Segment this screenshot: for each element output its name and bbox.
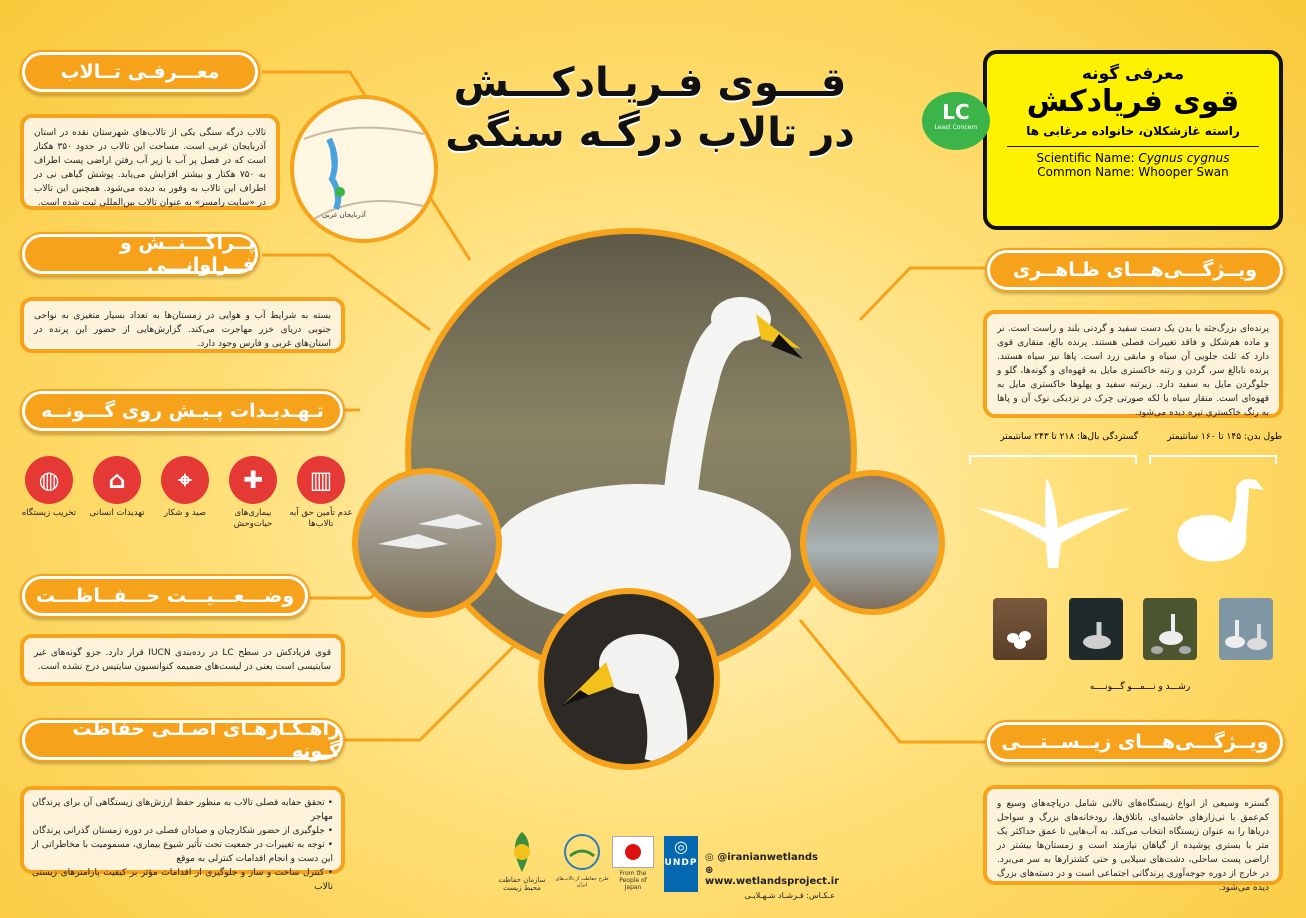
doe-logo — [492, 830, 552, 892]
wetland-project-logo — [553, 830, 611, 888]
growth-thumb-cygnet — [1069, 598, 1123, 660]
map-label: آذربایجان غربی — [322, 211, 366, 219]
length-label: طول بدن: ۱۴۵ تا ۱۶۰ سانتیمتر — [1167, 432, 1282, 442]
appearance-text: پرنده‌ای بزرگ‌جثه با بدن یک دست سفید و گردنی بلند و راست است. نر و ماده هم‌شکل و فاقد تغییرات فصلی هستند. پرنده بالغ، منقاری قوی دارد که ثلث جلویی آن سیاه و مابقی زرد است. پاها نیز سیاه هستند. پرنده نابالغ سر، گردن و رتنه خاکستری مایل به قهوه‌ای و گونه‌ها، گلو و جلوگردن مایل به سفید دارد. زیرتنه سفید و پهلوها خاکستری مایل به قهوه‌ای است. منقار سیاه با لکه صورتی چرک در نزدیکی نوک آن و پاها به رنگ خاکستری تیره دیده می‌شود. — [983, 310, 1283, 418]
threat-habitat: ◍ تخریب زیستگاه — [16, 456, 82, 519]
globe-thermometer-icon: ◍ — [25, 456, 73, 504]
photo-credit: عـکـاس: فـرشـاد شـهـلایـی — [744, 891, 835, 900]
ecology-title: ویــژگـــی‌هـــای زیــســتـــی — [985, 720, 1285, 764]
doe-caption: سازمان حفاظت محیط زیست — [498, 876, 546, 892]
strategy-item: • کنترل ساخت و ساز و جلوگیری از اقدامات مؤثر بر کیفیت پارامترهای زیستی تالاب — [32, 868, 334, 892]
website-link[interactable]: ⊕ www.wetlandsproject.ir — [705, 865, 840, 887]
strategy-item: • جلوگیری از حضور شکارچیان و صیادان فصلی در دوره زمستان گذرانی پرندگان — [32, 826, 333, 836]
title-line-1: قـــوی فـریـادکـــش — [453, 60, 847, 106]
wingspan-label: گستردگی بال‌ها: ۲۱۸ تا ۲۴۳ سانتیمتر — [1000, 432, 1138, 442]
un-emblem-icon: ◎ — [674, 837, 688, 856]
hunter-icon: ⌖ — [161, 456, 209, 504]
wetland-map — [290, 95, 438, 243]
wetland-emblem-icon — [562, 830, 602, 874]
japan-logo — [610, 836, 656, 891]
flying-swans-illustration — [358, 474, 498, 614]
distribution-title: پــراکـــنــش و فــراوانـــی — [20, 232, 260, 276]
japan-flag-icon — [625, 844, 641, 860]
wetland-caption: طرح حفاظت از تالاب‌های ایران — [555, 876, 609, 888]
ecology-text: گستره وسیعی از انواع زیستگاه‌های تالابی شامل دریاچه‌های وسیع و کم‌عمق با نی‌زارهای حاشیه‌ای، باتلاق‌ها، رودخانه‌های بزرگ و سواحل دریاها را به عنوان زیستگاه انتخاب می‌کند. به آب‌هایی تا عمق حداکثر یک متر با بستری پوشیده از گیاهان نیازمند است و زمستان‌ها بیشتر در اراضی پست ساحلی، دشت‌های سیلابی و حتی کشتزارها به سر می‌برد. در خارج از دوره جوجه‌آوری پرندگانی اجتماعی است و در دسته‌های بزرگ دیده می‌شود. — [983, 785, 1283, 885]
main-title — [440, 58, 860, 158]
growth-thumb-nest — [993, 598, 1047, 660]
wetland-photo — [800, 470, 945, 615]
undp-logo: ◎ UNDP — [664, 836, 698, 892]
conservation-text: قوی فریادکش در سطح LC در رده‌بندی IUCN قرار دارد. جزو گونه‌های غیر سایتیسی است یعنی در لیست‌های ضمیمه کنوانسیون سایتیس درج نشده است. — [20, 634, 345, 686]
common-name: Common Name: Whooper Swan — [1037, 165, 1229, 179]
species-card — [983, 50, 1283, 230]
title-line-2: در تالاب درگـه سنگی — [445, 110, 855, 156]
growth-label: رشـــد و نـــمـــو گـــونــــه — [1089, 682, 1191, 692]
threats-title: تـهـدیـدات پـیـش روی گـــونــه — [20, 389, 345, 433]
building-icon: ⌂ — [93, 456, 141, 504]
growth-thumb-family — [1143, 598, 1197, 660]
japan-caption: From the People of Japan — [619, 870, 647, 891]
strategy-item: • توجه به تغییرات در جمعیت تحت تأثیر شیوع بیماری، مسمومیت با مخاطراتی از این دست و انجام اقدامات کنترلی به موقع — [32, 840, 334, 864]
swan-head-illustration — [544, 594, 714, 764]
distribution-text: بسته به شرایط آب و هوایی در زمستان‌ها به تعداد بسیار متغیری به نواحی جنوبی دریای خزر مهاجرت می‌کند. گزارش‌هایی از حضور این پرنده در استان‌های غربی و فارس وجود دارد. — [20, 297, 345, 353]
medical-cross-icon: ✚ — [229, 456, 277, 504]
species-card-heading: معرفی گونه — [1081, 64, 1185, 84]
intro-title: معـــرفـی تــالاب — [20, 50, 260, 94]
threat-disease: ✚ بیماری‌های حیات‌وحش — [220, 456, 286, 530]
appearance-title: ویــژگـــی‌هـــای ظـاهــری — [985, 248, 1285, 292]
flying-swans-photo — [352, 468, 502, 618]
intro-text: تالاب درگه سنگی یکی از تالاب‌های شهرستان نقده در استان آذربایجان غربی است. مساحت این تالاب در حدود ۳۵۰ هکتار است که در فصل پر آب با زیر آب رفتن اراضی پست اطراف به ۷۵۰ هکتار و بیشتر افزایش می‌یابد. پوشش گیاهی نی در اطراف این تالاب به وفور به دیده می‌شود. همچنین این تالاب در «سایت رامسر» به عنوان تالاب بین‌المللی ثبت شده است. — [20, 114, 280, 210]
strategy-item: • تحقق حفابه فصلی تالاب به منظور حفظ ارزش‌های زیستگاهی آن برای پرندگان مهاجر — [32, 798, 333, 822]
footer-contact — [705, 852, 840, 900]
scientific-name: Scientific Name: Cygnus cygnus — [1036, 151, 1230, 165]
species-card-name: قوی فریادکش — [1026, 84, 1240, 119]
threat-water-rights: ▥ عدم تأمین حق آبه تالاب‌ها — [288, 456, 354, 530]
wingspan-silhouette — [976, 478, 1131, 568]
conservation-title: وضـــعـــیـــت حـــفــاظـــت — [20, 574, 310, 618]
growth-thumb-adults — [1219, 598, 1273, 660]
strategies-list — [20, 786, 345, 892]
threat-human: ⌂ تهدیدات انسانی — [84, 456, 150, 519]
species-card-taxonomy: راسته غازشکلان، خانواده مرغابی ها — [1026, 124, 1240, 138]
threat-hunting: ⌖ صید و شکار — [152, 456, 218, 519]
length-silhouette — [1178, 479, 1264, 562]
swan-silhouettes — [966, 448, 1286, 578]
lc-badge-code: LC — [942, 100, 970, 124]
lc-badge-text: Least Concern — [934, 124, 978, 131]
doe-emblem-icon — [502, 830, 542, 874]
lc-badge — [922, 92, 990, 150]
swan-head-photo — [538, 588, 720, 770]
strategies-title: راهـکـارهـای اصـلـی حفاظت گـونه — [20, 718, 345, 762]
instagram-handle[interactable]: ◎ @iranianwetlands — [705, 852, 818, 863]
factory-icon: ▥ — [297, 456, 345, 504]
